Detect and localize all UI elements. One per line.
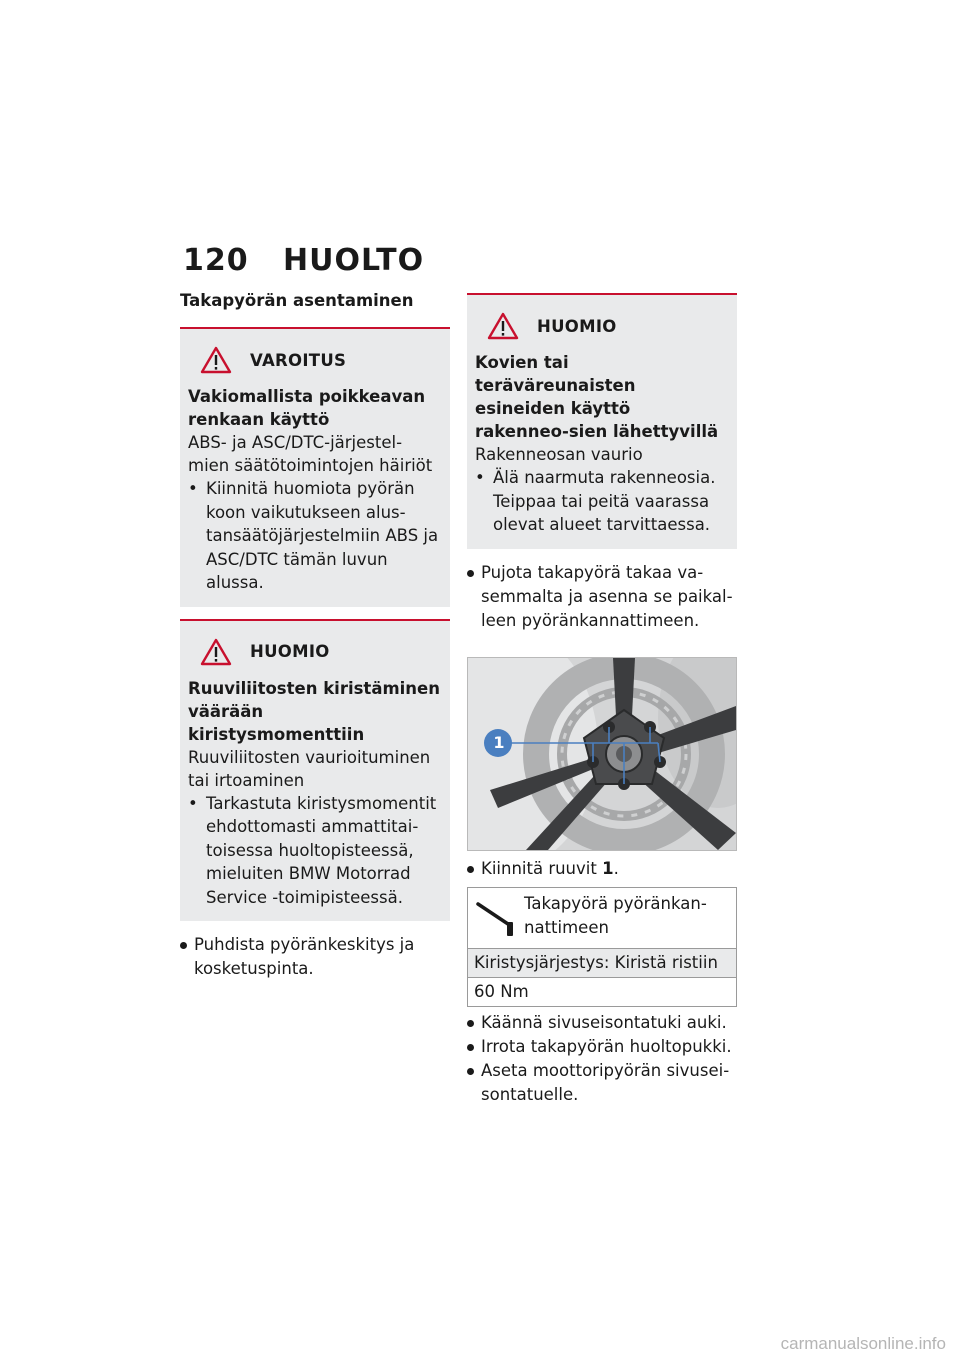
warning-label: VAROITUS — [250, 350, 347, 370]
step-text: Kiinnitä ruuvit — [481, 858, 603, 878]
bullet-dot — [467, 1068, 474, 1075]
section-heading: Takapyörän asentaminen — [180, 291, 414, 310]
torque-value: 60 Nm — [474, 981, 529, 1001]
instruction-step — [467, 857, 737, 881]
step-text-end: . — [613, 858, 619, 878]
notice-label: HUOMIO — [250, 642, 330, 661]
instruction-step — [467, 1035, 737, 1059]
bullet-dot — [180, 942, 187, 949]
page-header — [183, 240, 424, 280]
figure-callout-1: 1 — [493, 732, 505, 752]
step-text: Käännä sivuseisontatuki auki. — [481, 1012, 727, 1032]
step-text: Irrota takapyörän huoltopukki. — [481, 1036, 732, 1056]
chapter-title: HUOLTO — [283, 242, 425, 278]
notice-label: HUOMIO — [537, 316, 617, 336]
bullet-dot — [467, 866, 474, 873]
notice-title: Kovien tai teräväreunaisten esineiden käyttö rakenneo-sien lähettyvillä — [475, 353, 719, 441]
notice-instruction: • Tarkastuta kiristysmomentit ehdottomasti ammattitai-toisessa huoltopisteessä, mieluiten BMW Motorrad Service -toimipisteessä. — [188, 792, 442, 910]
bullet-dot — [467, 1020, 474, 1027]
warning-triangle-icon — [487, 312, 519, 340]
notice-instruction: • Älä naarmuta rakenneosia. Teippaa tai peitä vaarassa olevat alueet tarvittaessa. — [475, 466, 729, 537]
notice-title: Ruuviliitosten kiristäminen väärään kiristysmomenttiin — [188, 678, 440, 744]
footer-watermark: carmanualsonline.info — [780, 1334, 946, 1353]
warning-instruction: • Kiinnitä huomiota pyörän koon vaikutukseen alus-tansäätöjärjestelmiin ABS ja ASC/DTC tämän luvun alussa. — [188, 477, 442, 595]
bullet-dot — [467, 570, 474, 577]
left-column — [180, 290, 450, 981]
notice-box — [467, 293, 737, 549]
torque-description: Takapyörä pyöränkan-nattimeen — [524, 893, 707, 937]
torque-description-row — [468, 888, 736, 949]
step-text: Aseta moottoripyörän sivusei-sontatuelle. — [481, 1060, 730, 1104]
rear-wheel-figure — [467, 657, 737, 851]
step-text: Puhdista pyöränkeskitys ja kosketuspinta. — [194, 935, 415, 978]
notice-consequence: Rakenneosan vaurio — [475, 445, 643, 464]
page-number: 120 — [183, 242, 249, 278]
instruction-step — [467, 1011, 737, 1035]
warning-box — [180, 327, 450, 607]
torque-wrench-icon — [474, 896, 518, 940]
instruction-step — [467, 561, 737, 633]
warning-title: Vakiomallista poikkeavan renkaan käyttö — [188, 387, 426, 429]
reference-number: 1 — [602, 858, 614, 878]
instruction-step — [467, 1059, 737, 1107]
warning-consequence: ABS- ja ASC/DTC-järjestel-mien säätötoimintojen häiriöt — [188, 433, 433, 475]
torque-specification-table — [467, 887, 737, 1007]
notice-consequence: Ruuviliitosten vaurioituminen tai irtoaminen — [188, 747, 431, 790]
notice-header — [475, 309, 729, 343]
right-column — [467, 293, 737, 1107]
step-text: Pujota takapyörä takaa va-semmalta ja asenna se paikal-leen pyöränkannattimeen. — [481, 562, 733, 630]
warning-triangle-icon — [200, 346, 232, 374]
notice-box — [180, 619, 450, 922]
torque-sequence: Kiristysjärjestys: Kiristä ristiin — [468, 949, 736, 978]
notice-header — [188, 635, 442, 669]
bullet-dot — [467, 1044, 474, 1051]
instruction-step — [180, 933, 450, 981]
warning-header — [188, 343, 442, 377]
warning-triangle-icon — [200, 638, 232, 666]
